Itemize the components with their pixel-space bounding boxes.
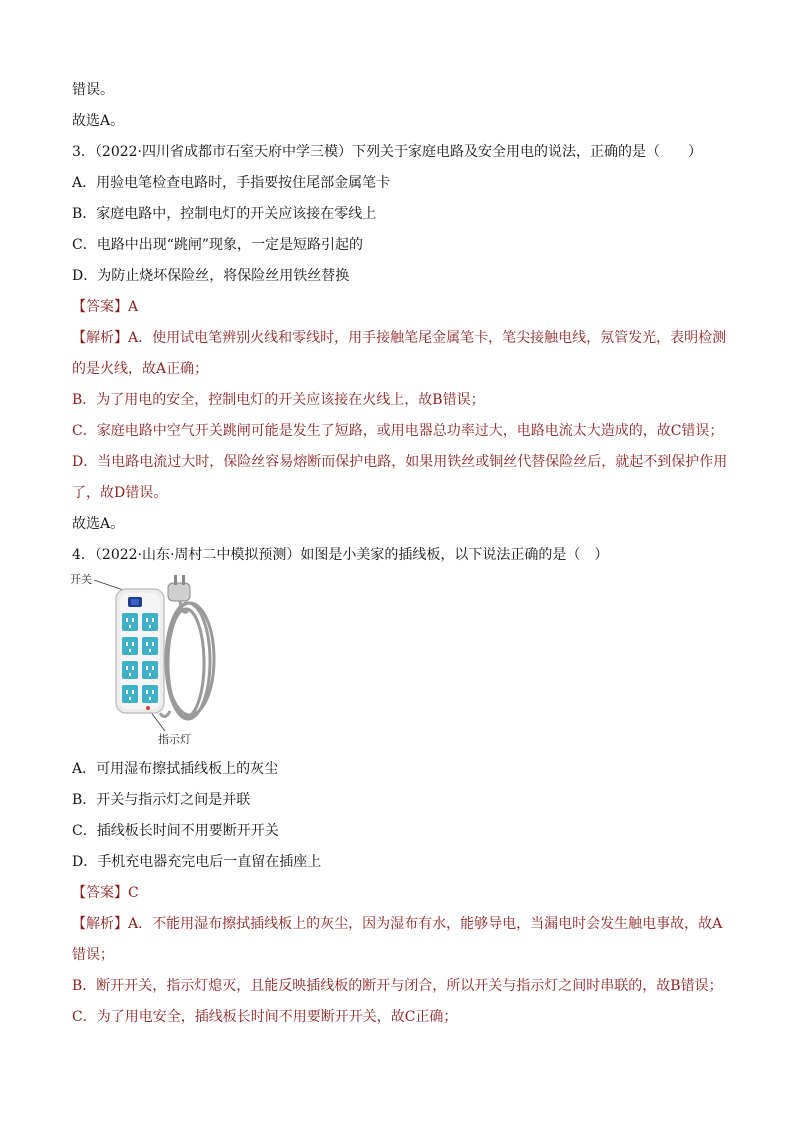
question-4-option-c: C．插线板长时间不用要断开开关: [72, 823, 279, 839]
question-4-option-b: B．开关与指示灯之间是并联: [72, 792, 251, 808]
question-4-analysis-line: 【解析】A．不能用湿布擦拭插线板上的灰尘，因为湿布有水，能够导电，当漏电时会发生触电事故，故A: [72, 916, 723, 932]
question-4-answer: 【答案】C: [72, 885, 139, 901]
question-3-analysis-line: 的是火线，故A正确；: [72, 361, 209, 377]
question-4-analysis-line: C．为了用电安全，插线板长时间不用要断开开关，故C正确；: [72, 1009, 458, 1025]
question-3-analysis-line: 【解析】A．使用试电笔辨别火线和零线时，用手接触笔尾金属笔卡，笔尖接触电线，氖管发光，表明检测: [72, 330, 727, 346]
question-3-analysis-line: B．为了用电的安全，控制电灯的开关应该接在火线上，故B错误；: [72, 392, 485, 408]
power-strip-illustration: [70, 571, 230, 754]
question-3-conclusion: 故选A。: [72, 516, 125, 532]
text-line: 故选A。: [72, 113, 125, 129]
question-3-option-d: D．为防止烧坏保险丝，将保险丝用铁丝替换: [72, 268, 350, 284]
question-4-analysis-line: 错误；: [72, 947, 114, 963]
power-strip-figure: [70, 571, 230, 754]
text-line: 错误。: [72, 82, 114, 98]
document-page: [72, 75, 732, 1033]
indicator-light-label: 指示灯: [158, 733, 191, 746]
question-4-option-a: A．可用湿布擦拭插线板上的灰尘: [72, 761, 279, 777]
question-3-option-c: C．电路中出现“跳闸”现象，一定是短路引起的: [72, 237, 364, 253]
question-4-analysis-line: B．断开开关，指示灯熄灭，且能反映插线板的断开与闭合，所以开关与指示灯之间时串联的，故B错误；: [72, 978, 723, 994]
question-3-analysis-line: C．家庭电路中空气开关跳闸可能是发生了短路，或用电器总功率过大，电路电流太大造成的，故C错误；: [72, 423, 724, 439]
question-4-stem: 4．（2022·山东·周村二中模拟预测）如图是小美家的插线板，以下说法正确的是（ ）: [72, 547, 609, 563]
question-3-stem: 3．（2022·四川省成都市石室天府中学三模）下列关于家庭电路及安全用电的说法，正确的是（ ）: [72, 144, 702, 160]
question-4-option-d: D．手机充电器充完电后一直留在插座上: [72, 854, 322, 870]
question-3-option-b: B．家庭电路中，控制电灯的开关应该接在零线上: [72, 206, 377, 222]
question-3-analysis-line: 了，故D错误。: [72, 485, 168, 501]
question-3-analysis-line: D．当电路电流过大时，保险丝容易熔断而保护电路，如果用铁丝或铜丝代替保险丝后，就起不到保护作用: [72, 454, 728, 470]
switch-label: 开关: [70, 573, 92, 586]
question-3-answer: 【答案】A: [72, 299, 139, 315]
question-3-option-a: A．用验电笔检查电路时，手指要按住尾部金属笔卡: [72, 175, 391, 191]
